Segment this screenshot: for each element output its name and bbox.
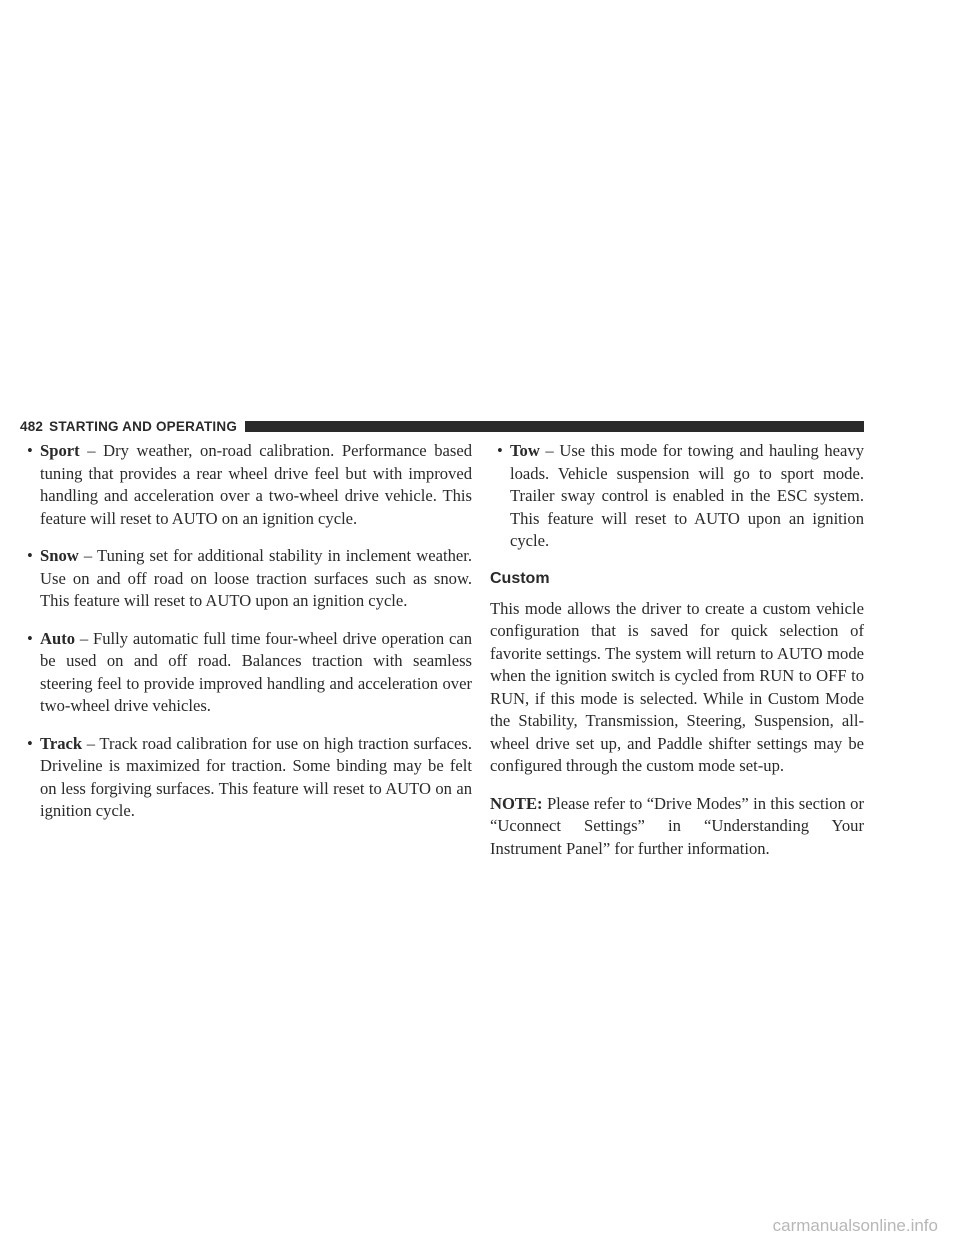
page-header xyxy=(20,416,864,436)
right-column xyxy=(490,440,864,875)
list-item-snow xyxy=(20,545,472,613)
desc-sport: – Dry weather, on-road calibration. Performance based tuning that provides a rear wheel drive feel but with improved handling and acceleration over a two-wheel drive vehicle. This feature will reset to AUTO on an ignition cycle. xyxy=(40,441,472,528)
header-rule xyxy=(245,421,864,432)
list-item-track xyxy=(20,733,472,823)
bullet-icon: • xyxy=(27,441,33,460)
custom-paragraph: This mode allows the driver to create a custom vehicle configuration that is saved for quick selection of favorite settings. The system will return to AUTO mode when the ignition switch is cycled from RUN to OFF to RUN, if this mode is selected. While in Custom Mode the Stability, Transmission, Steering, Suspension, all-wheel drive set up, and Paddle shifter settings may be configured through the custom mode set-up. xyxy=(490,598,864,775)
watermark: carmanualsonline.info xyxy=(772,1216,938,1235)
list-item-sport xyxy=(20,440,472,530)
desc-track: – Track road calibration for use on high traction surfaces. Driveline is maximized for traction. Some binding may be felt on less forgiving surfaces. This feature will reset to AUTO on an ignition cycle. xyxy=(40,733,472,820)
term-snow: Snow xyxy=(40,546,79,565)
section-title: STARTING AND OPERATING xyxy=(49,418,238,434)
desc-auto: – Fully automatic full time four-wheel drive operation can be used on and off road. Balances traction with seamless steering feel to provide improved handling and acceleration over two-wheel drive vehicles. xyxy=(40,628,472,715)
bullet-icon: • xyxy=(27,546,33,565)
list-item-tow xyxy=(490,440,864,553)
note-paragraph xyxy=(490,793,864,861)
desc-snow: – Tuning set for additional stability in inclement weather. Use on and off road on loose traction surfaces such as snow. This feature will reset to AUTO upon an ignition cycle. xyxy=(40,546,472,610)
desc-tow: – Use this mode for towing and hauling heavy loads. Vehicle suspension will go to sport mode. Trailer sway control is enabled in the ESC system. This feature will reset to AUTO upon an ignition cycle. xyxy=(510,441,864,550)
bullet-icon: • xyxy=(27,628,33,648)
bullet-icon: • xyxy=(497,441,503,460)
note-label: NOTE: xyxy=(490,793,543,813)
term-auto: Auto xyxy=(40,628,76,648)
bullet-icon: • xyxy=(27,733,33,753)
term-tow: Tow xyxy=(510,441,540,460)
left-column xyxy=(20,440,472,838)
page-number: 482 xyxy=(20,418,44,434)
term-sport: Sport xyxy=(40,441,80,460)
term-track: Track xyxy=(40,733,83,753)
list-item-auto xyxy=(20,628,472,718)
note-text: Please refer to “Drive Modes” in this section or “Uconnect Settings” in “Understanding Your Instrument Panel” for further information. xyxy=(490,793,864,858)
section-heading-custom: Custom xyxy=(490,569,550,587)
